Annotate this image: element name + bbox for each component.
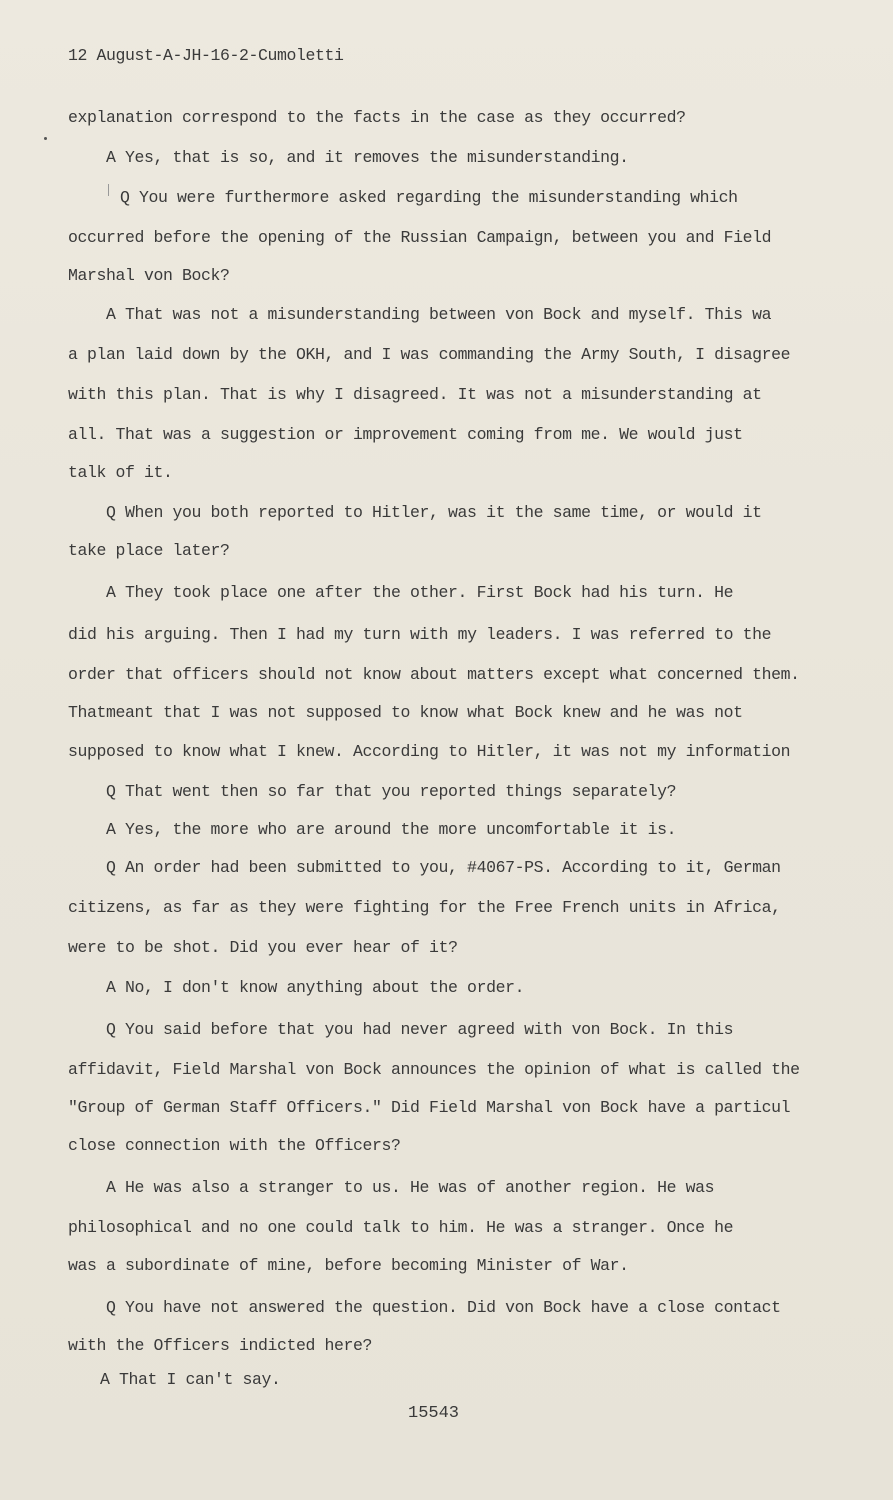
- transcript-line: was a subordinate of mine, before becoming Minister of War.: [68, 1256, 629, 1275]
- transcript-line: Q You said before that you had never agreed with von Bock. In this: [106, 1020, 734, 1039]
- transcript-line: Thatmeant that I was not supposed to know what Bock knew and he was not: [68, 703, 743, 722]
- transcript-line: order that officers should not know about matters except what concerned them.: [68, 665, 800, 684]
- transcript-line: explanation correspond to the facts in the case as they occurred?: [68, 108, 686, 127]
- transcript-line: A He was also a stranger to us. He was of another region. He was: [106, 1178, 715, 1197]
- transcript-line: A Yes, the more who are around the more uncomfortable it is.: [106, 820, 677, 839]
- transcript-line: Q You were furthermore asked regarding the misunderstanding which: [120, 188, 738, 207]
- margin-mark: [108, 184, 109, 196]
- transcript-line: close connection with the Officers?: [68, 1136, 401, 1155]
- transcript-line: Q An order had been submitted to you, #4067-PS. According to it, German: [106, 858, 781, 877]
- transcript-line: Q You have not answered the question. Did von Bock have a close contact: [106, 1298, 781, 1317]
- transcript-line: take place later?: [68, 541, 230, 560]
- transcript-line: with the Officers indicted here?: [68, 1336, 373, 1355]
- transcript-line: Q When you both reported to Hitler, was it the same time, or would it: [106, 503, 762, 522]
- transcript-line: occurred before the opening of the Russian Campaign, between you and Field: [68, 228, 772, 247]
- transcript-line: supposed to know what I knew. According to Hitler, it was not my information: [68, 742, 791, 761]
- transcript-line: with this plan. That is why I disagreed. It was not a misunderstanding at: [68, 385, 762, 404]
- transcript-line: citizens, as far as they were fighting for the Free French units in Africa,: [68, 898, 781, 917]
- transcript-line: talk of it.: [68, 463, 173, 482]
- transcript-line: all. That was a suggestion or improvement coming from me. We would just: [68, 425, 743, 444]
- transcript-line: affidavit, Field Marshal von Bock announces the opinion of what is called the: [68, 1060, 800, 1079]
- transcript-line: philosophical and no one could talk to him. He was a stranger. Once he: [68, 1218, 734, 1237]
- transcript-line: A They took place one after the other. First Bock had his turn. He: [106, 583, 734, 602]
- transcript-line: did his arguing. Then I had my turn with my leaders. I was referred to the: [68, 625, 772, 644]
- margin-mark: [44, 137, 47, 140]
- transcript-line: Q That went then so far that you reported things separately?: [106, 782, 677, 801]
- transcript-line: A Yes, that is so, and it removes the misunderstanding.: [106, 148, 629, 167]
- transcript-line: a plan laid down by the OKH, and I was commanding the Army South, I disagree: [68, 345, 791, 364]
- page-number: 15543: [408, 1404, 460, 1423]
- page-header: 12 August-A-JH-16-2-Cumoletti: [68, 46, 344, 65]
- transcript-line: A No, I don't know anything about the order.: [106, 978, 525, 997]
- transcript-line: A That I can't say.: [100, 1370, 281, 1389]
- transcript-line: A That was not a misunderstanding between von Bock and myself. This wa: [106, 305, 772, 324]
- transcript-line: were to be shot. Did you ever hear of it?: [68, 938, 458, 957]
- transcript-line: Marshal von Bock?: [68, 266, 230, 285]
- transcript-line: "Group of German Staff Officers." Did Field Marshal von Bock have a particul: [68, 1098, 791, 1117]
